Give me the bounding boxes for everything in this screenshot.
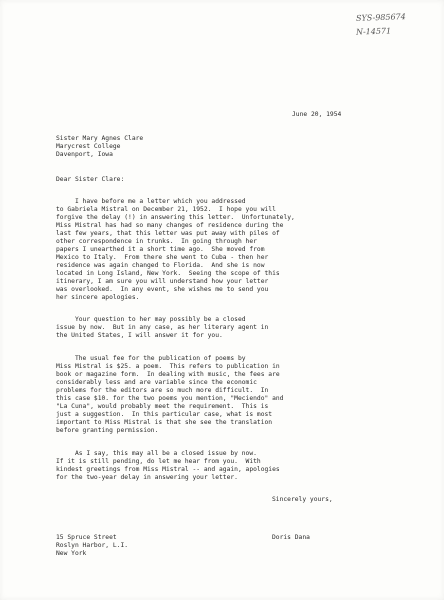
recipient-name: Sister Mary Agnes Clare — [56, 135, 144, 142]
paragraph-line: papers I unearthed it a short time ago. She moved from — [56, 246, 265, 253]
recipient-city: Davenport, Iowa — [56, 151, 113, 158]
paragraph-line: forgive the delay (!) in answering this letter. Unfortunately, — [56, 214, 295, 221]
paragraph-line: other correspondence in trunks. In going through her — [56, 238, 257, 245]
paragraph-line: considerably less and are variable since the economic — [56, 379, 257, 386]
paragraph-line: just a suggestion. In this particular case, what is most — [56, 411, 273, 418]
paragraph-line: located in Long Island, New York. Seeing the scope of this — [56, 270, 280, 277]
closing: Sincerely yours, — [272, 496, 333, 503]
return-address-town: Roslyn Harbor, L.I. — [56, 542, 129, 549]
paragraph-line: Miss Mistral has had so many changes of residence during the — [56, 222, 284, 229]
paragraph-line: "La Cuna", would probably meet the requirement. This is — [56, 403, 269, 410]
paragraph-line: issue by now. But in any case, as her literary agent in — [56, 324, 269, 331]
archive-number-annotation: N-14571 — [355, 26, 392, 37]
return-address-street: 15 Spruce Street — [56, 534, 117, 541]
paragraph-line: to Gabriela Mistral on December 21, 1952. I hope you will — [56, 206, 276, 213]
paragraph-line: important to Miss Mistral is that she see the translation — [56, 419, 273, 426]
paragraph-line: As I say, this may all be a closed issue by now. — [56, 450, 257, 457]
paragraph-line: was overlooked. In any event, she wishes me to send you — [56, 286, 269, 293]
archive-id-annotation: SYS-985674 — [355, 12, 406, 23]
paragraph-line: this case $10. for the two poems you mention, "Meciendo" and — [56, 395, 284, 402]
paragraph-line: her sincere apologies. — [56, 294, 140, 301]
paragraph-line: Mexico to Italy. From there she went to Cuba - then her — [56, 254, 269, 261]
paragraph-line: kindest greetings from Miss Mistral -- and again, apologies — [56, 466, 280, 473]
paragraph-line: itinerary, I am sure you will understand how your letter — [56, 278, 269, 285]
signer-name: Doris Dana — [272, 534, 310, 541]
paragraph-line: before granting permission. — [56, 427, 159, 434]
paragraph-line: book or magazine form. In dealing with music, the fees are — [56, 371, 280, 378]
paragraph-line: I have before me a letter which you addressed — [56, 198, 246, 205]
recipient-institution: Marycrest College — [56, 143, 121, 150]
paragraph-line: the United States, I will answer it for you. — [56, 332, 223, 339]
return-address-state: New York — [56, 550, 87, 557]
paragraph-line: Your question to her may possibly be a closed — [56, 316, 246, 323]
paragraph-line: problems for the editors are so much more difficult. In — [56, 387, 269, 394]
paragraph-line: last few years, that this letter was put away with piles of — [56, 230, 280, 237]
paragraph-line: residence was again changed to Florida. And she is now — [56, 262, 265, 269]
paragraph-line: for the two-year delay in answering your letter. — [56, 474, 238, 481]
letter-date: June 20, 1954 — [292, 111, 342, 118]
paragraph-line: If it is still pending, do let me hear from you. With — [56, 458, 261, 465]
salutation: Dear Sister Clare: — [56, 176, 125, 183]
paragraph-line: Miss Mistral is $25. a poem. This refers to publication in — [56, 363, 280, 370]
paragraph-line: The usual fee for the publication of poems by — [56, 355, 246, 362]
